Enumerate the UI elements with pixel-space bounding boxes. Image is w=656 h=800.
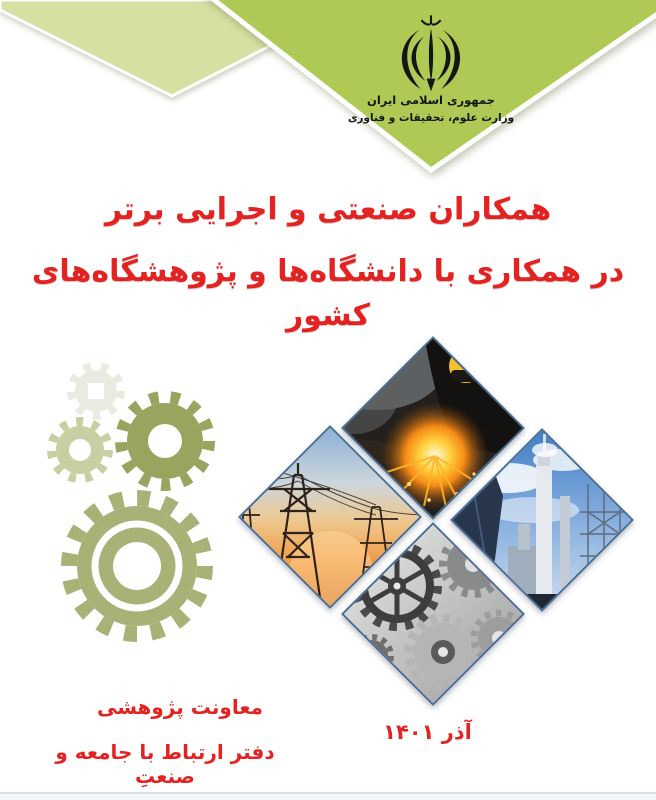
gear-large	[69, 498, 205, 634]
footer-date: آذر ۱۴۰۱	[383, 720, 472, 744]
footer-dept-line1: معاونت پژوهشی	[96, 695, 264, 719]
title-line2: در همکاری با دانشگاه‌ها و پژوهشگاه‌های کشور	[31, 254, 625, 333]
below-page-area	[0, 794, 656, 800]
gear-small	[52, 422, 109, 479]
emblem-caption-line2: وزارت علوم، تحقیقات و فناوری	[347, 112, 515, 124]
title-block	[0, 188, 656, 338]
title-line1: همکاران صنعتی و اجرایی برتر	[104, 192, 552, 227]
gear-faint	[71, 366, 121, 416]
gear-dark	[121, 397, 209, 485]
emblem-caption-line1: جمهوری اسلامی ایران	[367, 93, 495, 107]
footer-dept-line2: دفتر ارتباط با جامعه و صنعتِ	[55, 740, 275, 788]
olive-gears-icon	[10, 345, 240, 675]
photo-gear-small-left	[353, 637, 391, 675]
